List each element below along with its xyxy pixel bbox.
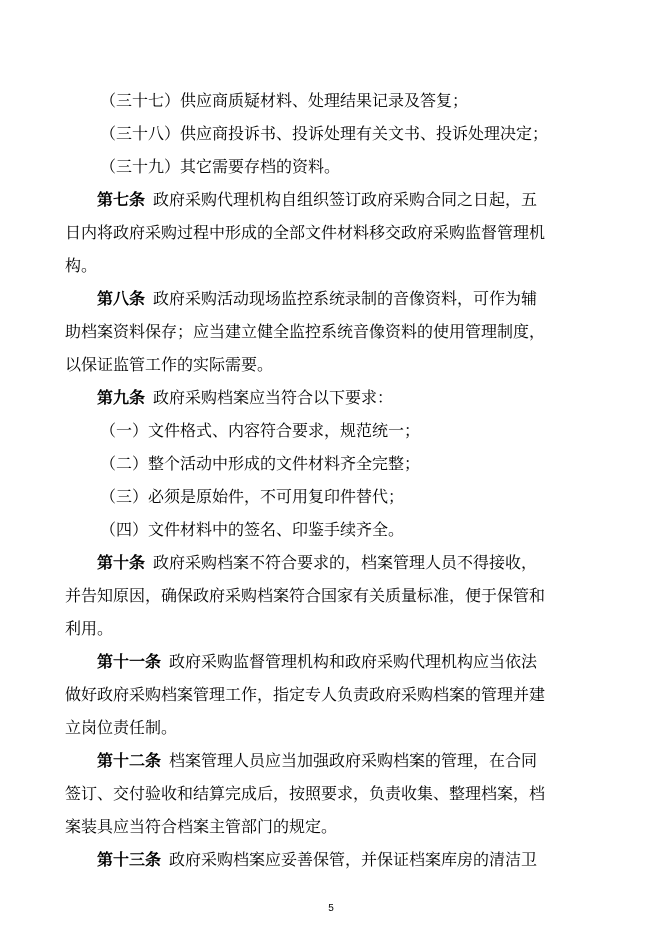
- article-heading: 第七条: [97, 190, 146, 209]
- article-text-continued: 并告知原因，确保政府采购档案符合国家有关质量标准，便于保管和: [65, 586, 546, 605]
- article-heading: 第十一条: [97, 652, 162, 671]
- list-item: （三十八）供应商投诉书、投诉处理有关文书、投诉处理决定；: [100, 124, 549, 143]
- article-heading: 第八条: [97, 289, 146, 308]
- article-text-continued: 签订、交付验收和结算完成后，按照要求，负责收集、整理档案，档: [65, 784, 546, 803]
- article-11: [65, 645, 603, 744]
- article-text-continued: 做好政府采购档案管理工作，指定专人负责政府采购档案的管理并建: [65, 685, 546, 704]
- article-13: [95, 843, 603, 876]
- article-text: 政府采购监督管理机构和政府采购代理机构应当依法: [169, 652, 538, 671]
- article-text: 政府采购代理机构自组织签订政府采购合同之日起，五: [153, 190, 538, 209]
- article-text-continued: 利用。: [65, 619, 114, 638]
- list-item: （三十七）供应商质疑材料、处理结果记录及答复；: [100, 91, 469, 110]
- article-text: 政府采购档案应当符合以下要求：: [153, 388, 394, 407]
- page-number: 5: [328, 903, 334, 914]
- article-heading: 第十二条: [97, 751, 162, 770]
- article-heading: 第十条: [97, 553, 146, 572]
- article-text-continued: 以保证监管工作的实际需要。: [65, 355, 274, 374]
- list-item: （一）文件格式、内容符合要求，规范统一；: [100, 421, 421, 440]
- article-heading: 第十三条: [97, 850, 162, 869]
- article-text: 政府采购活动现场监控系统录制的音像资料，可作为辅: [153, 289, 538, 308]
- article-9: [95, 381, 603, 414]
- list-item: （二）整个活动中形成的文件材料齐全完整；: [100, 454, 421, 473]
- article-12: [65, 744, 603, 843]
- article-text-continued: 构。: [65, 256, 98, 275]
- list-item: （三）必须是原始件，不可用复印件替代；: [100, 487, 405, 506]
- article-text-continued: 立岗位责任制。: [65, 718, 178, 737]
- article-text-continued: 助档案资料保存；应当建立健全监控系统音像资料的使用管理制度，: [65, 322, 546, 341]
- article-text: 政府采购档案不符合要求的，档案管理人员不得接收，: [153, 553, 538, 572]
- article-7: [65, 183, 603, 282]
- article-8: [65, 282, 603, 381]
- article-text-continued: 日内将政府采购过程中形成的全部文件材料移交政府采购监督管理机: [65, 223, 546, 242]
- article-10: [65, 546, 603, 645]
- list-item: （三十九）其它需要存档的资料。: [100, 157, 341, 176]
- article-text: 档案管理人员应当加强政府采购档案的管理，在合同: [169, 751, 538, 770]
- article-text: 政府采购档案应妥善保管，并保证档案库房的清洁卫: [169, 850, 538, 869]
- article-text-continued: 案装具应当符合档案主管部门的规定。: [65, 817, 338, 836]
- document-body: [65, 84, 603, 876]
- list-item: （四）文件材料中的签名、印鉴手续齐全。: [100, 520, 405, 539]
- article-heading: 第九条: [97, 388, 146, 407]
